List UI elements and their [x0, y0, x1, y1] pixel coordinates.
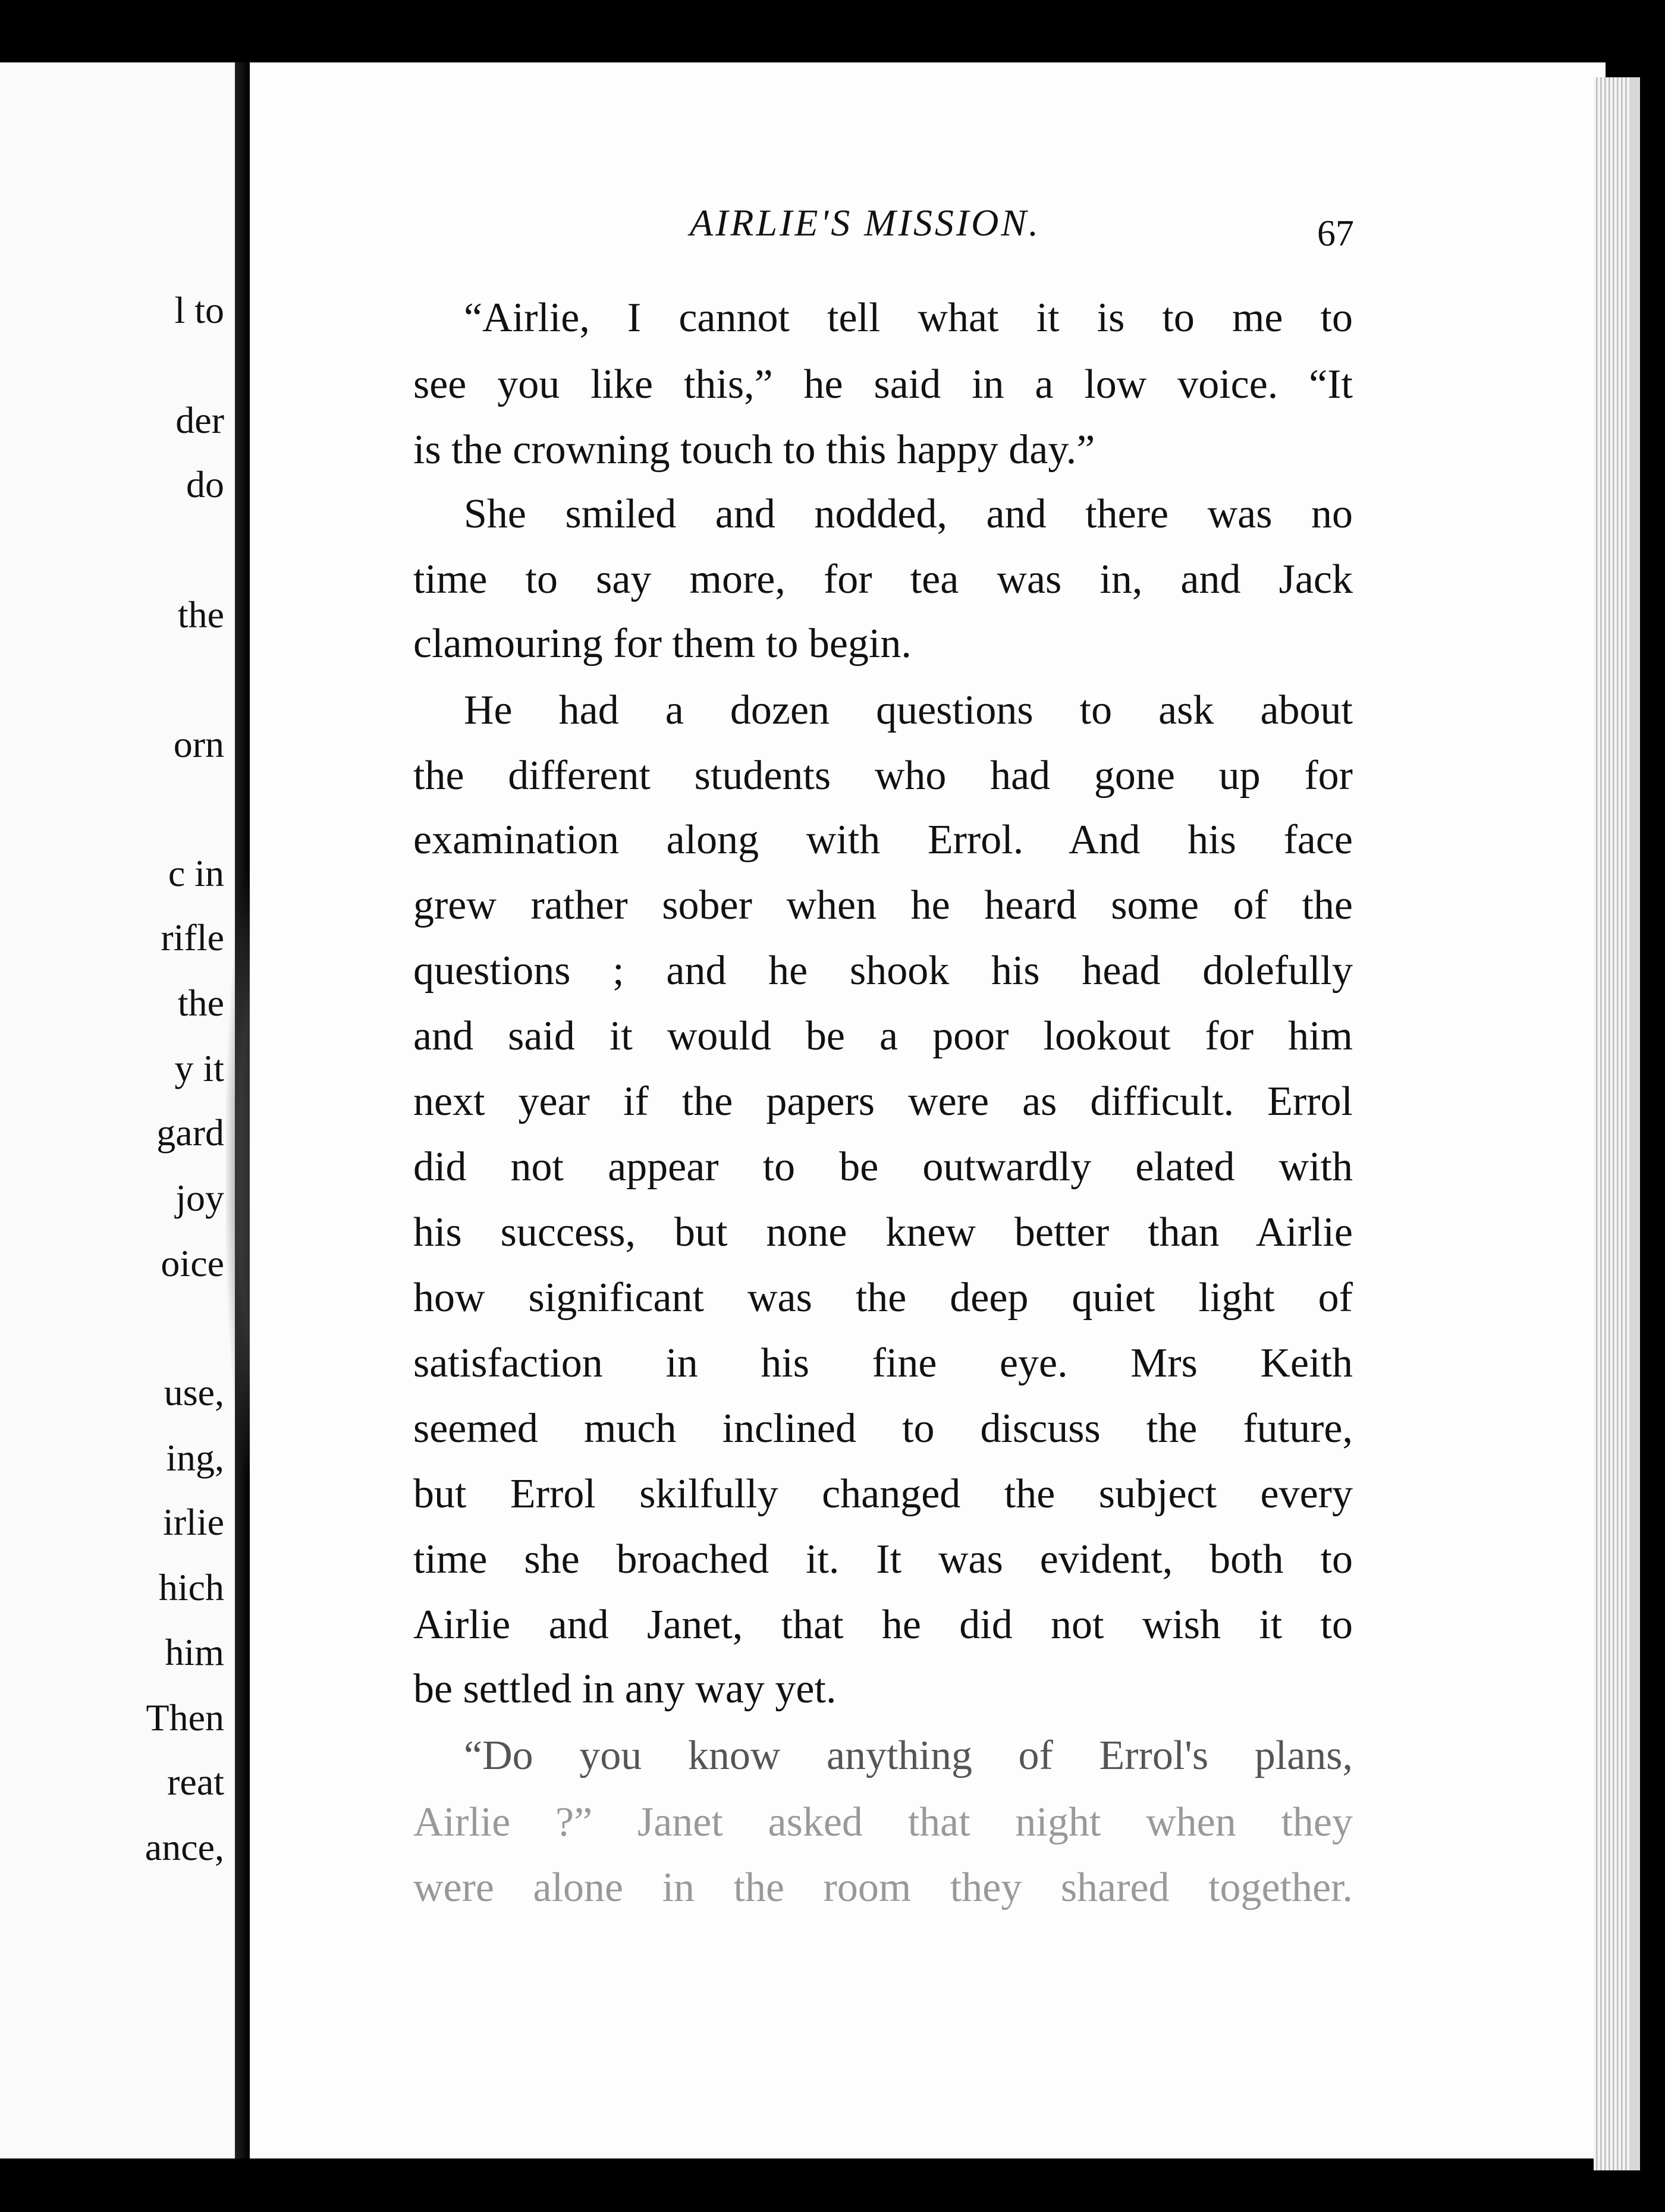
- page-edge: [1594, 77, 1629, 2170]
- page-edge-shadow: [1629, 77, 1640, 2170]
- left-page-line: him: [165, 1631, 224, 1673]
- left-facing-page: [0, 62, 235, 2158]
- body-line: time she broached it. It was evident, both to: [413, 1537, 1353, 1582]
- left-page-line: joy: [175, 1177, 224, 1219]
- left-page-line: c in: [168, 852, 224, 894]
- left-page-line: l to: [174, 289, 224, 331]
- body-line: and said it would be a poor lookout for him: [413, 1013, 1353, 1059]
- running-head: AIRLIE'S MISSION.: [690, 202, 1041, 244]
- body-line: be settled in any way yet.: [413, 1666, 837, 1712]
- left-page-line: ing,: [166, 1437, 224, 1479]
- body-line: clamouring for them to begin.: [413, 621, 912, 667]
- body-line: grew rather sober when he heard some of the: [413, 882, 1353, 928]
- left-page-line: ance,: [144, 1826, 224, 1868]
- body-line: He had a dozen questions to ask about: [464, 687, 1353, 733]
- left-page-line: use,: [164, 1371, 224, 1413]
- left-page-line: the: [177, 593, 224, 636]
- body-line: how significant was the deep quiet light of: [413, 1275, 1353, 1321]
- body-line: Airlie and Janet, that he did not wish it to: [413, 1602, 1353, 1648]
- body-line: examination along with Errol. And his face: [413, 817, 1353, 863]
- body-line: Airlie ?” Janet asked that night when they: [413, 1799, 1353, 1845]
- body-line: see you like this,” he said in a low voice. “It: [413, 362, 1353, 407]
- left-page-line: der: [175, 399, 224, 441]
- body-line: questions ; and he shook his head dolefully: [413, 948, 1353, 994]
- left-page-line: gard: [156, 1111, 224, 1154]
- body-line: “Airlie, I cannot tell what it is to me to: [464, 295, 1353, 341]
- body-line: time to say more, for tea was in, and Jack: [413, 557, 1353, 602]
- body-line: were alone in the room they shared together.: [413, 1865, 1353, 1911]
- body-line: did not appear to be outwardly elated with: [413, 1144, 1353, 1190]
- left-page-line: irlie: [162, 1501, 224, 1543]
- body-line: She smiled and nodded, and there was no: [464, 491, 1353, 537]
- body-line: satisfaction in his fine eye. Mrs Keith: [413, 1340, 1353, 1386]
- gutter-shadow: [235, 62, 250, 2158]
- body-line: his success, but none knew better than Airlie: [413, 1209, 1353, 1255]
- page-number: 67: [1317, 213, 1354, 254]
- left-page-line: reat: [167, 1761, 224, 1803]
- body-line: next year if the papers were as difficult. Errol: [413, 1079, 1353, 1124]
- body-line: seemed much inclined to discuss the future,: [413, 1406, 1353, 1451]
- left-page-line: orn: [173, 723, 224, 765]
- left-page-line: rifle: [161, 916, 224, 959]
- left-page-line: oice: [161, 1242, 224, 1284]
- left-page-line: the: [177, 982, 224, 1024]
- left-page-line: hich: [158, 1566, 224, 1608]
- body-line: but Errol skilfully changed the subject every: [413, 1471, 1353, 1517]
- left-page-line: y it: [174, 1047, 224, 1089]
- left-page-line: do: [186, 463, 224, 505]
- body-line: the different students who had gone up for: [413, 753, 1353, 799]
- left-page-line: Then: [146, 1696, 224, 1739]
- body-line: “Do you know anything of Errol's plans,: [464, 1733, 1353, 1779]
- body-line: is the crowning touch to this happy day.”: [413, 427, 1095, 473]
